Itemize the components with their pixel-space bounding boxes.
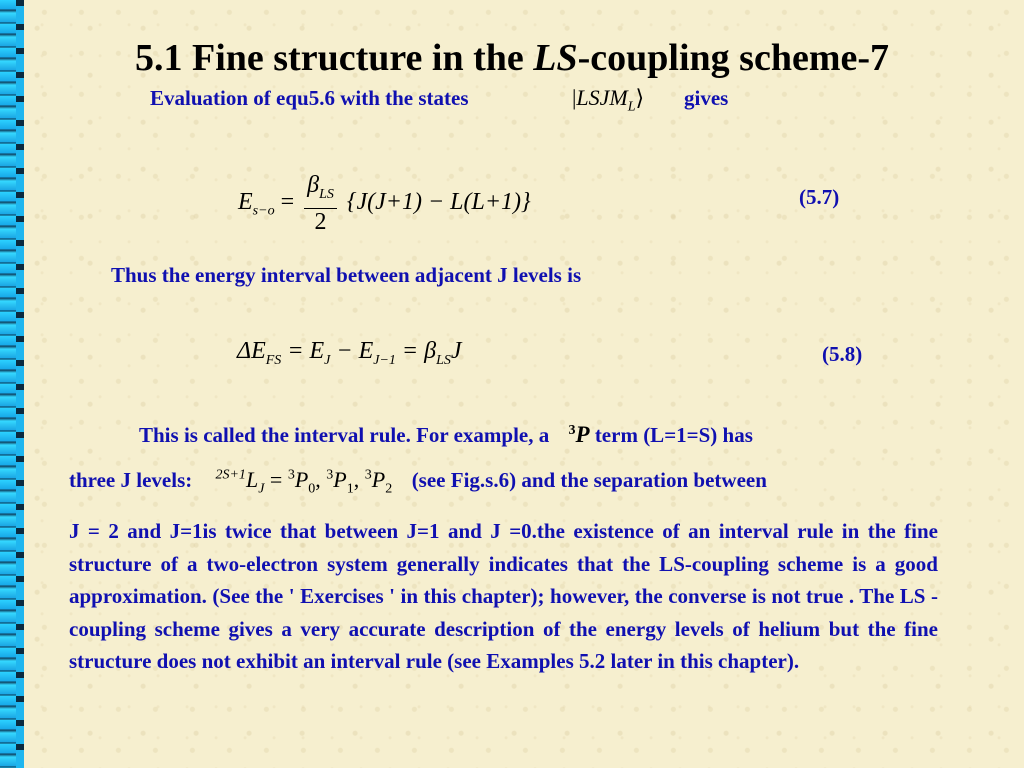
interval-intro: Thus the energy interval between adjacent J levels is — [111, 263, 582, 287]
intro-text: Evaluation of equ5.6 with the states — [150, 86, 469, 110]
three-levels-line: three J levels: $^{2S+1}L_J = ^3P_0$, $^3P_1$, $^3P_2$ (see Fig.s.6) and the separation between — [69, 467, 767, 497]
interval-rule-line: This is called the interval rule. For example, a $^3$P term (L=1=S) has — [139, 422, 753, 447]
intro-gives: gives — [684, 86, 729, 110]
binding-strip — [0, 0, 24, 768]
body-paragraph: J = 2 and J=1is twice that between J=1 and J =0.the existence of an interval rule in the fine structure of a two-electron system generally indicates that the LS-coupling scheme is a good approximation. (See the ' Exercises ' in this chapter); however, the converse is not true . The LS -coupling scheme gives a very accurate description of the energy levels of helium but the fine structure does not exhibit an interval rule (see Examples 5.2 later in this chapter). — [69, 519, 938, 673]
levels-formula: $^{2S+1}L_J = ^3P_0$, $^3P_1$, $^3P_2$ — [215, 467, 393, 497]
state-ket: $|LSJM_L⟩$ — [572, 85, 645, 115]
equation-5-8: $\Delta E_{FS} = E_J - E_{J-1} = \beta_{LS}J$ — [237, 338, 462, 368]
fraction: $\frac{\beta_{LS}}{2}$ — [304, 172, 337, 235]
equation-5-8-label: (5.8) — [822, 342, 863, 366]
equation-5-7: $E_{s-o}$ = $\frac{\beta_{LS}}{2}$ {J(J+1) − L(L+1)} — [238, 172, 531, 235]
page-title: 5.1 Fine structure in the LS-coupling scheme-7 — [135, 37, 889, 79]
equation-5-7-label: (5.7) — [799, 185, 840, 209]
